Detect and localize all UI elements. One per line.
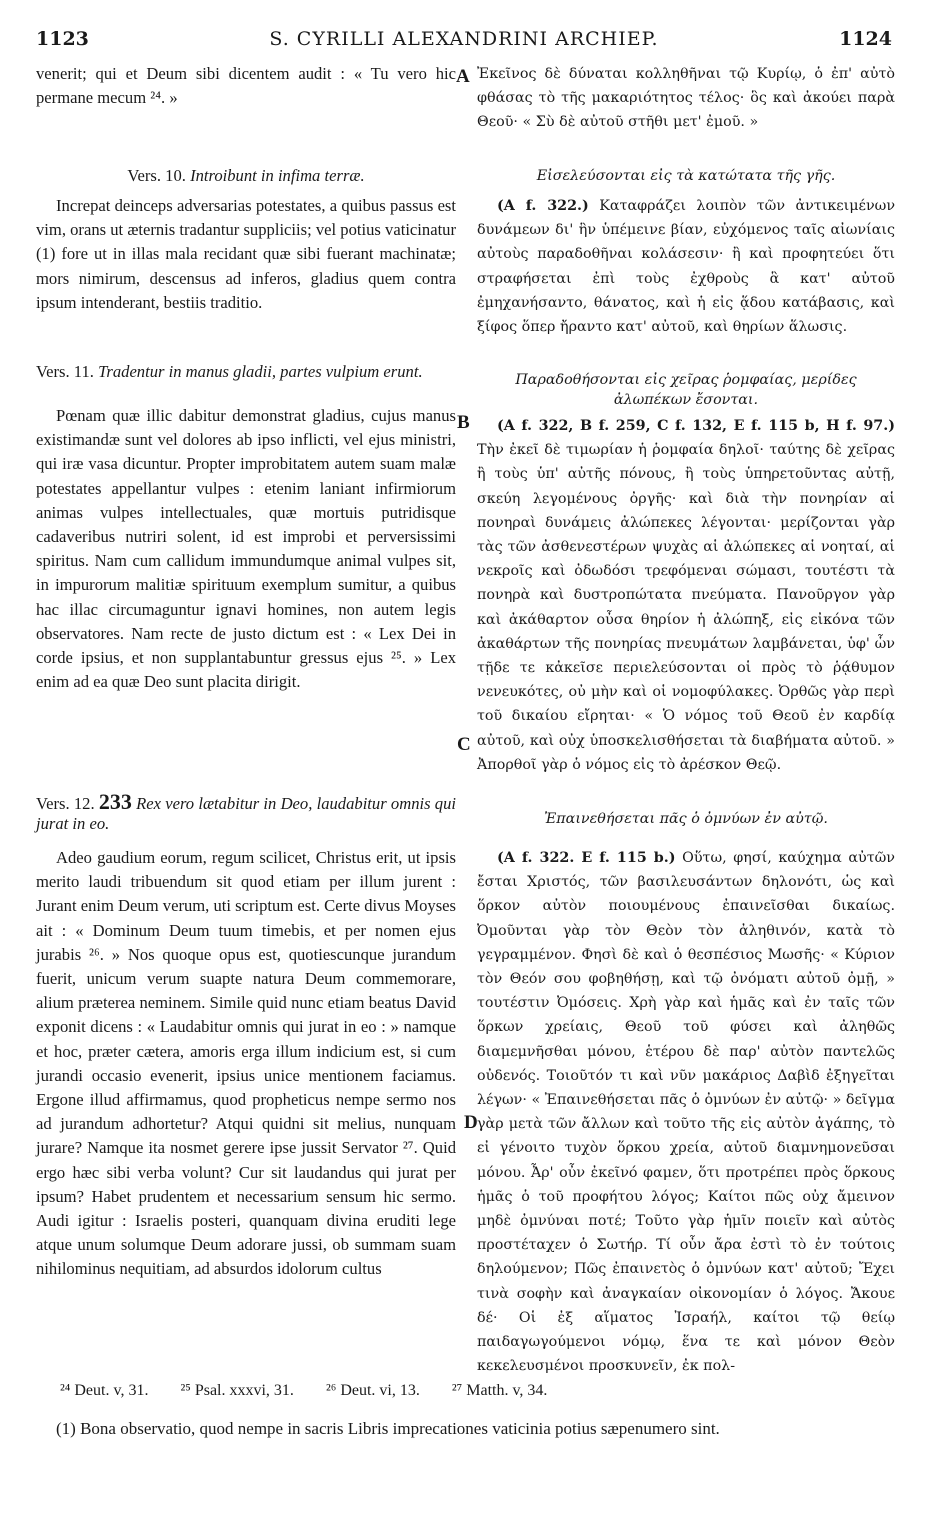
footnote: ²⁴ Deut. v, 31. bbox=[60, 1382, 149, 1399]
greek-verse-title: Εἰσελεύσονται εἰς τὰ κατώτατα τῆς γῆς. bbox=[536, 168, 836, 184]
latin-verse-10-heading bbox=[36, 164, 456, 188]
latin-paragraph-3 bbox=[36, 846, 456, 1282]
verse-text: Introibunt in infima terræ. bbox=[190, 166, 365, 185]
verse-label: Vers. 12. bbox=[36, 794, 95, 813]
latin-paragraph-1 bbox=[36, 194, 456, 315]
greek-paragraph-2 bbox=[477, 414, 895, 777]
manuscript-ref: (A f. 322. E f. 115 b.) bbox=[497, 850, 676, 866]
latin-paragraph-2-text: Pœnam quæ illic dabitur demonstrat gladius, cujus manus existimandæ sunt vel dolores ab ipso inflicti, vel ejus ministri, qui iræ vasa dicuntur. Propter improbitatem autem suam malæ potestates appellantur vulpes : etenim laniant infirmiorum animas vulpes intellectuales, quæ mortuis putridisque cadaveribus nutriri solent, id est improbi et perversissimi spiritus. Nam cum callidum immundumque animal vulpes sit, in impurorum malitiæ spirituum exemplum sumitur, a quibus hac illac circumaguntur ignavi homines, non autem legis observatores. Nam recte de justo dictum est : « Lex Dei in corde ipsius, et non supplantabuntur gressus ejus ²⁵. » Lex enim ad ea quæ Deo sunt placita dirigit. bbox=[36, 406, 456, 692]
greek-verse-12-heading bbox=[477, 807, 895, 831]
margin-letter-c: C bbox=[457, 734, 471, 755]
margin-letter-a: A bbox=[456, 66, 470, 87]
page-number-left: 1123 bbox=[36, 28, 89, 50]
greek-verse-10-heading bbox=[477, 164, 895, 188]
latin-intro-text: venerit; qui et Deum sibi dicentem audit : « Tu vero hic permane mecum ²⁴. » bbox=[36, 64, 456, 108]
page-number-right: 1124 bbox=[839, 28, 892, 50]
editor-note-text: (1) Bona observatio, quod nempe in sacris Libris imprecationes vaticinia potius sæpenumero sint. bbox=[56, 1419, 720, 1438]
latin-paragraph-3-text: Adeo gaudium eorum, regum scilicet, Christus erit, ut ipsis merito laudi tribuendum sit quod etiam per illum jurent : Jurant enim Deum verum, uti scriptum est. Certe divus Moyses ait : « Dominum Deum tuum timebis, et per nomen ejus jurabis ²⁶. » Nos quoque opus est, quotiescunque jurandum fuerit, unicum verum suapte natura Deum commemorare, alium præterea neminem. Simile quid nunc etiam beatus David exponit dicens : « Laudabitur omnis qui jurat in eo : » namque et hoc, præter cætera, amoris erga illum indicium est, si cum jurandi occasio evenerit, ipsius unice mentionem faciamus. Ergone illud affirmamus, quod propheticus nempe sermo nos ad jurandum adhortetur? Atqui quidni sit melius, nunquam jurare? Namque ita nosmet gerere ipse jussit Servator ²⁷. Quid ergo hæc sibi verba volunt? Cur sit laudandus qui jurat per ipsum? Habet prudentem et necessarium sensum hic sermo. Audi igitur : Israelis posteri, quanquam divina eruditi lege atque unum solumque Deum adorare jussi, ob summam suam nihilominus nequitiam, ad absurdos idolorum cultus bbox=[36, 848, 456, 1279]
greek-paragraph-3-text: Οὕτω, φησί, καύχημα αὐτῶν ἔσται Χριστός, τῶν βασιλευσάντων δηλονότι, ὡς καὶ ὅρκον αὐτὸν ποιουμένους ἐπαινεῖσθαι δικαίως. Ὀμοῦνται γὰρ τὸν Θεὸν τὸν ἀληθινόν, κατὰ τὸ γεγραμμένον. Φησὶ δὲ καὶ ὁ θεσπέσιος Μωσῆς· « Κύριον τὸν Θεόν σου φοβηθήσῃ, καὶ τῷ ὀνόματι αὐτοῦ ὀμῇ, » τουτέστιν Ὀμόσεις. Χρὴ γὰρ καὶ ἡμᾶς καὶ ἐν ταῖς τῶν ὅρκων χρείαις, Θεοῦ τοῦ φύσει καὶ ἀληθῶς διαμεμνῆσθαι μόνου, ἑτέρου δὲ παρ' αὐτὸν παντελῶς οὐδενός. Τοιοῦτόν τι καὶ νῦν μακάριος Δαβὶδ ἐξηγεῖται λέγων· « Ἐπαινεθήσεται πᾶς ὁ ὀμνύων ἐν αὐτῷ· » δεῖγμα γὰρ μετὰ τῶν ἄλλων καὶ τοῦτο τῆς εἰς αὐτὸν ἀγάπης, τὸ εἰ γένοιτο τυχὸν ὅρκου χρεία, αὐτοῦ διαμνημονεῦσαι μόνου. Ἆρ' οὖν ἐκεῖνό φαμεν, ὅτι προτρέπει πρὸς ὅρκους ἡμᾶς ὁ τοῦ προφήτου λόγος; Καίτοι πῶς οὐχ ἄμεινον μηδὲ ὀμνύναι ποτέ; Τοῦτο γὰρ ἡμῖν ποιεῖν καὶ αὐτὸς προστέταχεν ὁ Σωτήρ. Τί οὖν ἄρα ἐστὶ τὸ ἐν τούτοις δηλούμενον; Πῶς ἐπαινετὸς ὁ ὀμνύων κατ' αὐτοῦ; Ἔχει τινὰ σοφὴν καὶ ἀναγκαίαν οἰκονομίαν ὁ λόγος. Ἄκουε δέ· Οἱ ἐξ αἵματος Ἰσραήλ, καίτοι τῷ θείῳ παιδαγωγούμενοι νόμῳ, ἕνα τε καὶ μόνον Θεὸν κεκελευσμένοι προσκυνεῖν, ἐκ πολ- bbox=[477, 850, 895, 1375]
margin-letter-d: D bbox=[464, 1112, 478, 1133]
page-header bbox=[36, 28, 892, 60]
greek-intro-text: Ἐκεῖνος δὲ δύναται κολληθῆναι τῷ Κυρίῳ, ὁ ἐπ' αὐτὸ φθάσας τὸ τῆς μακαριότητος τέλος· ὃς καὶ ἀκούει παρὰ Θεοῦ· « Σὺ δὲ αὐτοῦ στῆθι μετ' ἐμοῦ. » bbox=[477, 66, 895, 131]
greek-verse-11-heading bbox=[477, 370, 895, 410]
editor-note bbox=[36, 1418, 896, 1440]
column-number: 233 bbox=[98, 789, 132, 814]
greek-intro bbox=[477, 62, 895, 135]
margin-letter-b: B bbox=[457, 412, 470, 433]
latin-paragraph-1-text: Increpat deinceps adversarias potestates, a quibus passus est vim, orans ut æternis tradantur suppliciis; vel potius vaticinatur (1) fore ut in illas mala recidant quæ sibi fuerant machinatæ; mors nimirum, descensus ad inferos, gladius quem contra ipsum intenderant, bestiis traditio. bbox=[36, 196, 456, 312]
greek-paragraph-1-text: Καταφράζει λοιπὸν τῶν ἀντικειμένων δυνάμεων δι' ἣν ὑπέμεινε βίαν, εὐχόμενος ταῖς αἰωνίαις αὐτοὺς παραδοθῆναι κολάσεσιν· ἢ καὶ προφητεύει ὅτι στραφήσεται ἐπὶ τοὺς ἐχθροὺς ἃ κατ' αὐτοῦ ἐμηχανήσαντο, θάνατος, καὶ ἡ εἰς ᾅδου κατάβασις, καὶ ξίφος ὅπερ ἤραντο κατ' αὐτοῦ, καὶ θηρίων ἅλωσις. bbox=[477, 198, 896, 336]
greek-paragraph-2-text: Τὴν ἐκεῖ δὲ τιμωρίαν ἡ ῥομφαία δηλοῖ· ταύτης δὲ χεῖρας ἢ τοὺς ὑπ' αὐτῆς πόνους, ἢ τοὺς ὑπηρετοῦντας αὐτῇ, σκεύη λεγομένους ὀργῆς· καὶ διὰ τὴν πονηρίαν αἱ πονηραὶ δυνάμεις ἀλώπεκες λέγονται· μερίζονται γὰρ τὰς τῶν ἀσθενεστέρων ψυχὰς αἱ ἀλώπεκες αἱ νοηταί, αἱ νεκροῖς καὶ ὀδωδόσι τρεφόμεναι σώμασι, τουτέστι τὰ πονηρὰ καὶ δυστροπώτατα πνεύματα. Πανοῦργον γὰρ καὶ ἀκάθαρτον οὖσα θηρίον ἡ ἀλώπηξ, εἰς εἰκόνα τῶν ἀκαθάρτων τῆς πονηρίας πνευμάτων λαμβάνεται, ὑφ' ὧν τῇδε τε κἀκεῖσε περιελεύσονται οἱ πρὸς τὸ ῥᾴθυμον νενευκότες, οὐ μὴν καὶ οἱ νομοφύλακες. Ὀρθῶς γὰρ περὶ τοῦ δικαίου εἴρηται· « Ὁ νόμος τοῦ Θεοῦ ἐν καρδίᾳ αὐτοῦ, καὶ οὐχ ὑποσκελισθήσεται τὰ διαβήματα αὐτοῦ. » Ἀπορθοῖ γὰρ ὁ νόμος εἰς τὸ ἀρέσκον Θεῷ. bbox=[477, 442, 895, 773]
verse-text: Rex vero lætabitur in Deo, laudabitur omnis qui jurat in eo. bbox=[36, 794, 456, 833]
latin-verse-11-heading bbox=[36, 362, 456, 381]
running-title: S. CYRILLI ALEXANDRINI ARCHIEP. bbox=[269, 28, 659, 50]
greek-paragraph-3 bbox=[477, 846, 895, 1378]
latin-intro bbox=[36, 62, 456, 110]
latin-paragraph-2 bbox=[36, 404, 456, 694]
manuscript-ref: (A f. 322.) bbox=[497, 198, 589, 214]
verse-label: Vers. 11. bbox=[36, 362, 94, 381]
verse-label: Vers. 10. bbox=[127, 166, 186, 185]
footnote: ²⁷ Matth. v, 34. bbox=[451, 1382, 548, 1399]
footnotes bbox=[60, 1382, 920, 1400]
manuscript-ref: (A f. 322, B f. 259, C f. 132, E f. 115 b, H f. 97.) bbox=[497, 418, 895, 434]
footnote: ²⁵ Psal. xxxvi, 31. bbox=[180, 1382, 294, 1399]
greek-verse-title: Παραδοθήσονται εἰς χεῖρας ῥομφαίας, μερίδες ἀλωπέκων ἔσονται. bbox=[515, 372, 857, 408]
latin-verse-12-heading bbox=[36, 789, 456, 834]
footnote: ²⁶ Deut. vi, 13. bbox=[325, 1382, 420, 1399]
greek-paragraph-1 bbox=[477, 194, 895, 339]
verse-text: Tradentur in manus gladii, partes vulpium erunt. bbox=[98, 362, 423, 381]
greek-verse-title: Ἐπαινεθήσεται πᾶς ὁ ὀμνύων ἐν αὐτῷ. bbox=[544, 811, 828, 827]
